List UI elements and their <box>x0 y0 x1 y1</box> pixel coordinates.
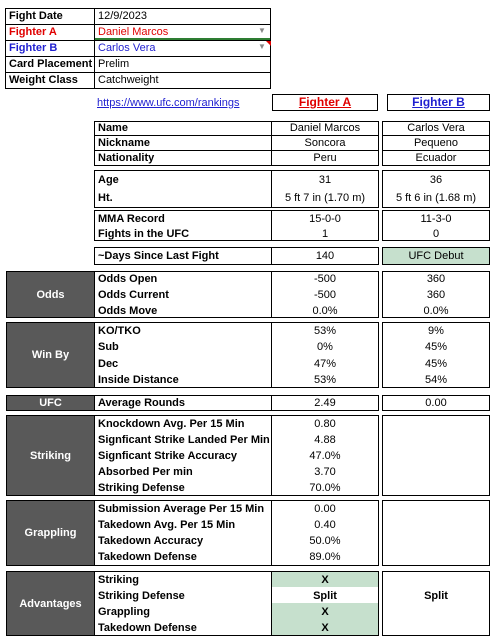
adv-takedown-defense-a: X <box>321 622 329 634</box>
submission-avg-a: 0.00 <box>314 503 336 515</box>
dec-a: 47% <box>313 358 337 370</box>
sig-strike-landed-label: Signficant Strike Landed Per Min <box>98 434 270 446</box>
age-label: Age <box>98 174 119 186</box>
name-label: Name <box>98 122 128 134</box>
odds-section-label: Odds <box>6 271 95 318</box>
name-a: Daniel Marcos <box>289 122 361 134</box>
takedown-avg-label: Takedown Avg. Per 15 Min <box>98 519 236 531</box>
adv-grappling-label: Grappling <box>98 606 150 618</box>
striking-b-box <box>382 415 490 496</box>
inside-distance-label: Inside Distance <box>98 374 179 386</box>
nationality-b: Ecuador <box>415 152 457 164</box>
adv-b-summary: Split <box>424 590 448 602</box>
absorbed-a: 3.70 <box>314 466 336 478</box>
sig-strike-landed-a: 4.88 <box>314 434 336 446</box>
ufc-fights-b: 0 <box>432 228 440 240</box>
inside-distance-b: 54% <box>424 374 448 386</box>
days-b: UFC Debut <box>408 250 464 262</box>
average-rounds-a: 2.49 <box>314 397 336 409</box>
record-a: 15-0-0 <box>309 213 341 225</box>
height-b: 5 ft 6 in (1.68 m) <box>395 192 477 204</box>
odds-open-label: Odds Open <box>98 273 158 285</box>
sig-strike-accuracy-a: 47.0% <box>309 450 341 462</box>
days-a: 140 <box>315 250 335 262</box>
chevron-down-icon[interactable]: ▼ <box>258 42 266 51</box>
ko-tko-b: 9% <box>428 325 444 337</box>
days-label: ~Days Since Last Fight <box>98 250 219 262</box>
name-b: Carlos Vera <box>407 122 465 134</box>
nickname-label: Nickname <box>98 137 150 149</box>
knockdown-avg-a: 0.80 <box>314 418 336 430</box>
adv-striking-label: Striking <box>98 574 139 586</box>
grappling-b-box <box>382 500 490 566</box>
age-labels-box <box>94 170 272 208</box>
striking-defense-label: Striking Defense <box>98 482 185 494</box>
knockdown-avg-label: Knockdown Avg. Per 15 Min <box>98 418 245 430</box>
odds-open-b: 360 <box>426 273 446 285</box>
ufc-fights-label: Fights in the UFC <box>98 228 190 240</box>
sub-a: 0% <box>317 341 333 353</box>
odds-move-a: 0.0% <box>312 305 338 317</box>
age-a: 31 <box>318 174 332 186</box>
striking-section-label: Striking <box>6 415 95 496</box>
advantages-b-box <box>382 571 490 636</box>
adv-striking-defense-label: Striking Defense <box>98 590 185 602</box>
fighter-a-select[interactable]: Daniel Marcos <box>98 26 169 38</box>
takedown-accuracy-label: Takedown Accuracy <box>98 535 204 547</box>
card-placement-label: Card Placement <box>9 58 93 70</box>
nickname-a: Soncora <box>304 137 346 149</box>
grappling-section-label: Grappling <box>6 500 95 566</box>
adv-striking-defense-a: Split <box>313 590 337 602</box>
age-b: 36 <box>429 174 443 186</box>
takedown-defense-a: 89.0% <box>309 551 341 563</box>
win-by-section-label: Win By <box>6 322 95 388</box>
dec-label: Dec <box>98 358 119 370</box>
average-rounds-label: Average Rounds <box>98 397 186 409</box>
takedown-avg-a: 0.40 <box>314 519 336 531</box>
odds-current-label: Odds Current <box>98 289 169 301</box>
fighter-b-header-text: Fighter B <box>412 95 465 109</box>
inside-distance-a: 53% <box>313 374 337 386</box>
nationality-a: Peru <box>313 152 337 164</box>
ufc-fights-a: 1 <box>321 228 329 240</box>
sig-strike-accuracy-label: Signficant Strike Accuracy <box>98 450 237 462</box>
record-label: MMA Record <box>98 213 165 225</box>
odds-open-a: -500 <box>313 273 337 285</box>
advantages-section-label: Advantages <box>6 571 95 636</box>
ufc-section-label: UFC <box>6 395 95 411</box>
odds-current-b: 360 <box>426 289 446 301</box>
dec-b: 45% <box>424 358 448 370</box>
weight-class-value[interactable]: Catchweight <box>98 74 159 86</box>
average-rounds-b: 0.00 <box>425 397 447 409</box>
height-a: 5 ft 7 in (1.70 m) <box>284 192 366 204</box>
fight-date-label: Fight Date <box>9 10 63 22</box>
sub-label: Sub <box>98 341 119 353</box>
adv-grappling-a: X <box>321 606 329 618</box>
fighter-a-header-text: Fighter A <box>298 95 352 109</box>
rankings-link[interactable]: https://www.ufc.com/rankings <box>97 97 240 109</box>
nationality-label: Nationality <box>98 152 155 164</box>
adv-takedown-defense-label: Takedown Defense <box>98 622 197 634</box>
sub-b: 45% <box>424 341 448 353</box>
height-label: Ht. <box>98 192 113 204</box>
fighter-b-label: Fighter B <box>9 42 58 54</box>
fighter-b-select[interactable]: Carlos Vera <box>98 42 156 54</box>
striking-defense-a: 70.0% <box>309 482 341 494</box>
takedown-defense-label: Takedown Defense <box>98 551 197 563</box>
record-b: 11-3-0 <box>420 213 452 225</box>
submission-avg-label: Submission Average Per 15 Min <box>98 503 265 515</box>
fight-date-value[interactable]: 12/9/2023 <box>98 10 147 22</box>
fighter-a-label: Fighter A <box>9 26 57 38</box>
ko-tko-a: 53% <box>313 325 337 337</box>
chevron-down-icon[interactable]: ▼ <box>258 26 266 35</box>
takedown-accuracy-a: 50.0% <box>309 535 341 547</box>
adv-striking-a: X <box>321 574 329 586</box>
ko-tko-label: KO/TKO <box>98 325 141 337</box>
dropdown-underline <box>95 38 270 40</box>
weight-class-label: Weight Class <box>9 74 78 86</box>
odds-move-b: 0.0% <box>423 305 449 317</box>
absorbed-label: Absorbed Per min <box>98 466 193 478</box>
card-placement-value[interactable]: Prelim <box>98 58 130 70</box>
comment-marker-icon <box>266 41 271 46</box>
nickname-b: Pequeno <box>413 137 459 149</box>
odds-move-label: Odds Move <box>98 305 158 317</box>
odds-current-a: -500 <box>313 289 337 301</box>
